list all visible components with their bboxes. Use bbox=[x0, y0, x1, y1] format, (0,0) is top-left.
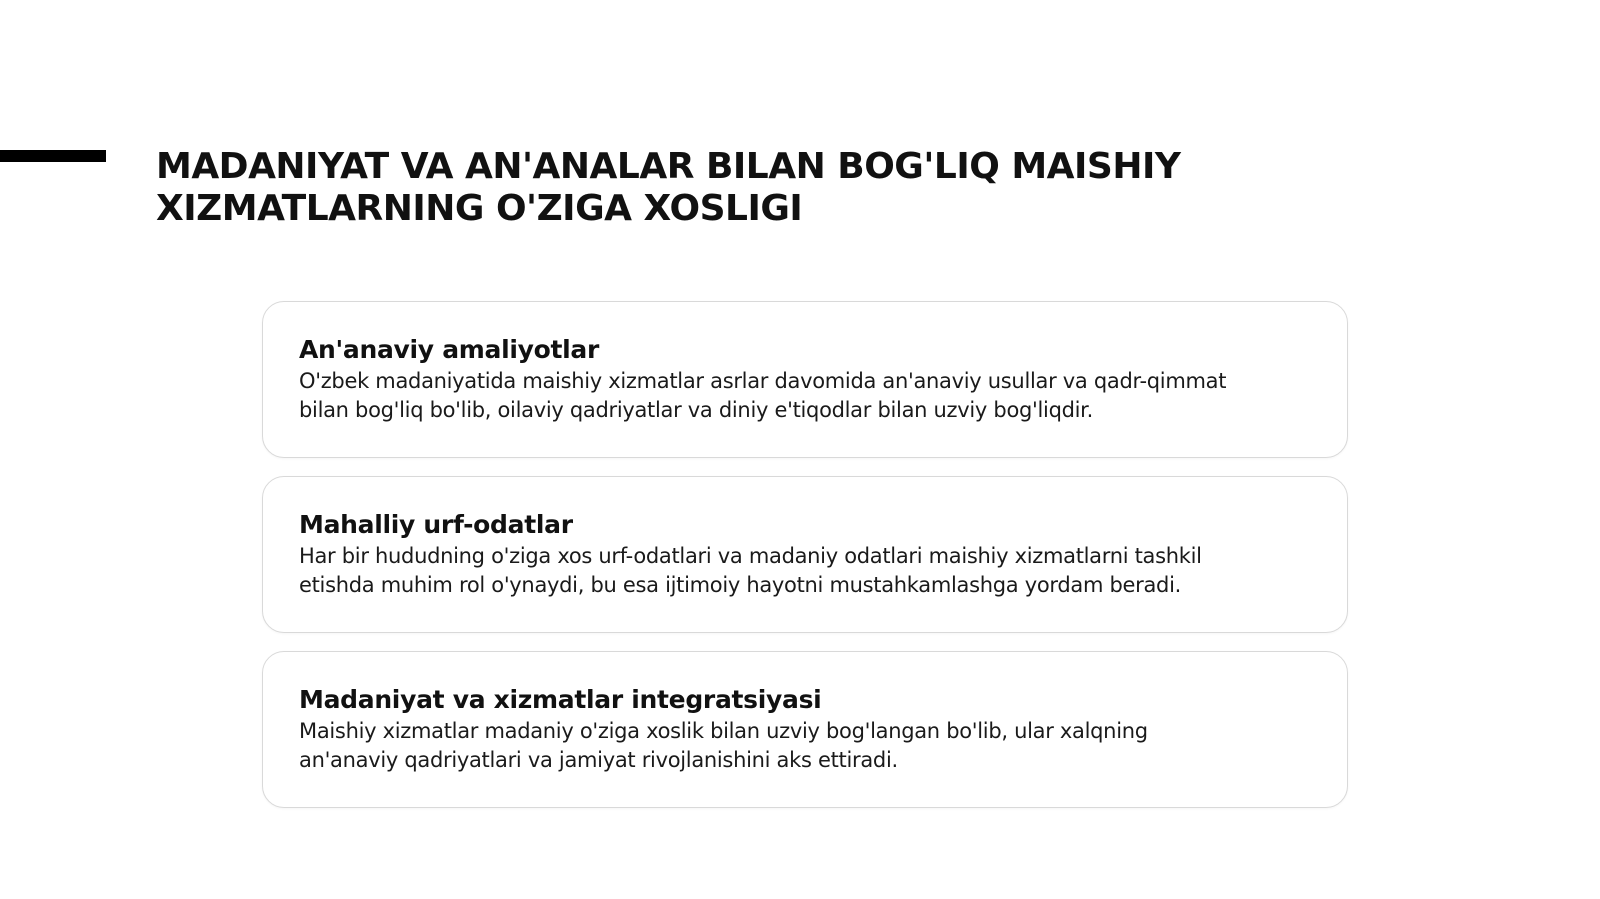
card-description-line-2: etishda muhim rol o'ynaydi, bu esa ijtimoiy hayotni mustahkamlashga yordam beradi. bbox=[299, 573, 1181, 597]
card-description bbox=[299, 542, 1313, 600]
page-title-line-2: XIZMATLARNING O'ZIGA XOSLIGI bbox=[156, 188, 803, 229]
card-description bbox=[299, 717, 1313, 775]
card-heading: An'anaviy amaliyotlar bbox=[299, 335, 600, 364]
card-description bbox=[299, 367, 1313, 425]
card-local-customs bbox=[262, 476, 1348, 633]
page-title-line-1: MADANIYAT VA AN'ANALAR BILAN BOG'LIQ MAISHIY bbox=[156, 146, 1181, 187]
page-title bbox=[156, 146, 1456, 230]
card-culture-services-integration bbox=[262, 651, 1348, 808]
card-traditional-practices bbox=[262, 301, 1348, 458]
card-list bbox=[262, 301, 1348, 826]
card-description-line-1: O'zbek madaniyatida maishiy xizmatlar asrlar davomida an'anaviy usullar va qadr-qimmat bbox=[299, 369, 1227, 393]
card-description-line-1: Maishiy xizmatlar madaniy o'ziga xoslik bilan uzviy bog'langan bo'lib, ular xalqning bbox=[299, 719, 1148, 743]
card-heading: Madaniyat va xizmatlar integratsiyasi bbox=[299, 685, 822, 714]
card-description-line-2: an'anaviy qadriyatlari va jamiyat rivojlanishini aks ettiradi. bbox=[299, 748, 898, 772]
title-accent-bar bbox=[0, 150, 106, 162]
card-description-line-2: bilan bog'liq bo'lib, oilaviy qadriyatlar va diniy e'tiqodlar bilan uzviy bog'liqdir. bbox=[299, 398, 1093, 422]
card-description-line-1: Har bir hududning o'ziga xos urf-odatlari va madaniy odatlari maishiy xizmatlarni tashkil bbox=[299, 544, 1202, 568]
card-heading: Mahalliy urf-odatlar bbox=[299, 510, 573, 539]
